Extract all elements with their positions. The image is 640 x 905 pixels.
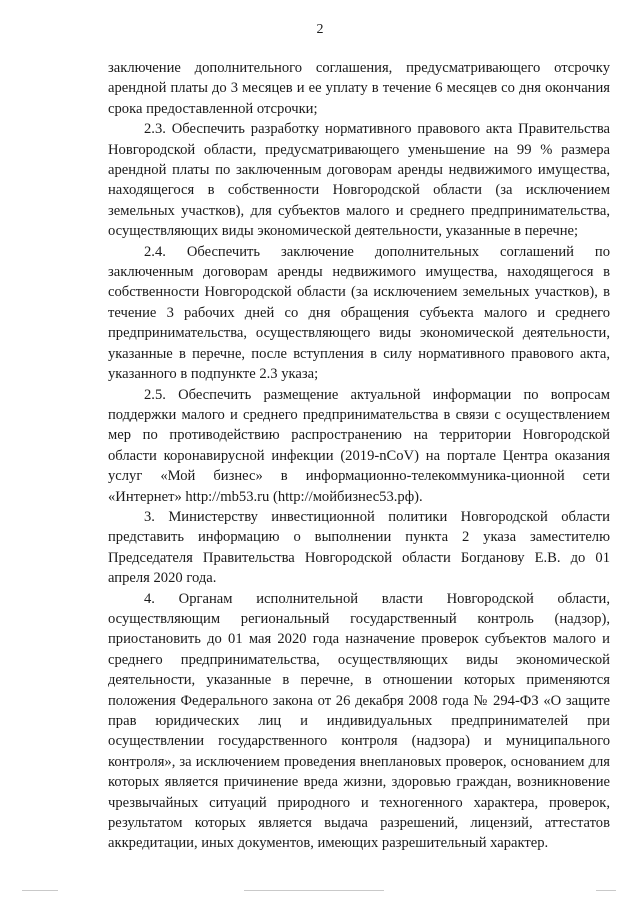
page-number: 2 <box>316 22 324 37</box>
scan-artifact-left <box>22 890 58 891</box>
paragraph-3: 3. Министерству инвестиционной политики Новгородской области представить информацию о выполнении пункта 2 указа заместителю Председателя Правительства Новгородской области Богданову Е.В. до 01 апреля 2020 года. <box>108 508 610 587</box>
paragraph-continuation: заключение дополнительного соглашения, предусматривающего отсрочку арендной платы до 3 месяцев и ее уплату в течение 6 месяцев со дня окончания срока предоставленной отсрочки; <box>108 60 610 117</box>
paragraph-4: 4. Органам исполнительной власти Новгородской области, осуществляющим региональный государственный контроль (надзор), приостановить до 01 мая 2020 года назначение проверок субъектов малого и среднего предпринимательства, осуществляющих виды экономической деятельности, указанные в перечне, в отношении которых применяются положения Федерального закона от 26 декабря 2008 года № 294-ФЗ «О защите прав юридических лиц и индивидуальных предпринимателей при осуществлении государственного контроля (надзора) и муниципального контроля», за исключением проведения внеплановых проверок, основанием для которых является причинение вреда жизни, здоровью граждан, возникновение чрезвычайных ситуаций природного и техногенного характера, проверок, результатом которых является выдача разрешений, лицензий, аттестатов аккредитации, иных документов, имеющих разрешительный характер. <box>108 590 610 852</box>
paragraph-2-4: 2.4. Обеспечить заключение дополнительных соглашений по заключенным договорам аренды недвижимого имущества, находящегося в собственности Новгородской области (за исключением земельных участков), в течение 3 рабочих дней со дня обращения субъекта малого и среднего предпринимательства, осуществляющего виды экономической деятельности, указанные в перечне, после вступления в силу нормативного правового акта, указанного в подпункте 2.3 указа; <box>108 243 610 383</box>
document-body <box>108 58 610 854</box>
paragraph-2-5: 2.5. Обеспечить размещение актуальной информации по вопросам поддержки малого и среднего предпринимательства в связи с осуществлением мер по противодействию распространению на территории Новгородской области коронавирусной инфекции (2019-nCoV) на портале Центра оказания услуг «Мой бизнес» в информационно-телекоммуника-ционной сети «Интернет» http://mb53.ru (http://мойбизнес53.рф). <box>108 386 610 505</box>
scan-artifact-center <box>244 890 384 891</box>
scan-artifact-right <box>596 890 616 891</box>
paragraph-2-3: 2.3. Обеспечить разработку нормативного правового акта Правительства Новгородской области, предусматривающего уменьшение на 99 % размера арендной платы по заключенным договорам аренды недвижимого имущества, находящегося в собственности Новгородской области (за исключением земельных участков), для субъектов малого и среднего предпринимательства, осуществляющих виды экономической деятельности, указанные в перечне; <box>108 121 610 240</box>
